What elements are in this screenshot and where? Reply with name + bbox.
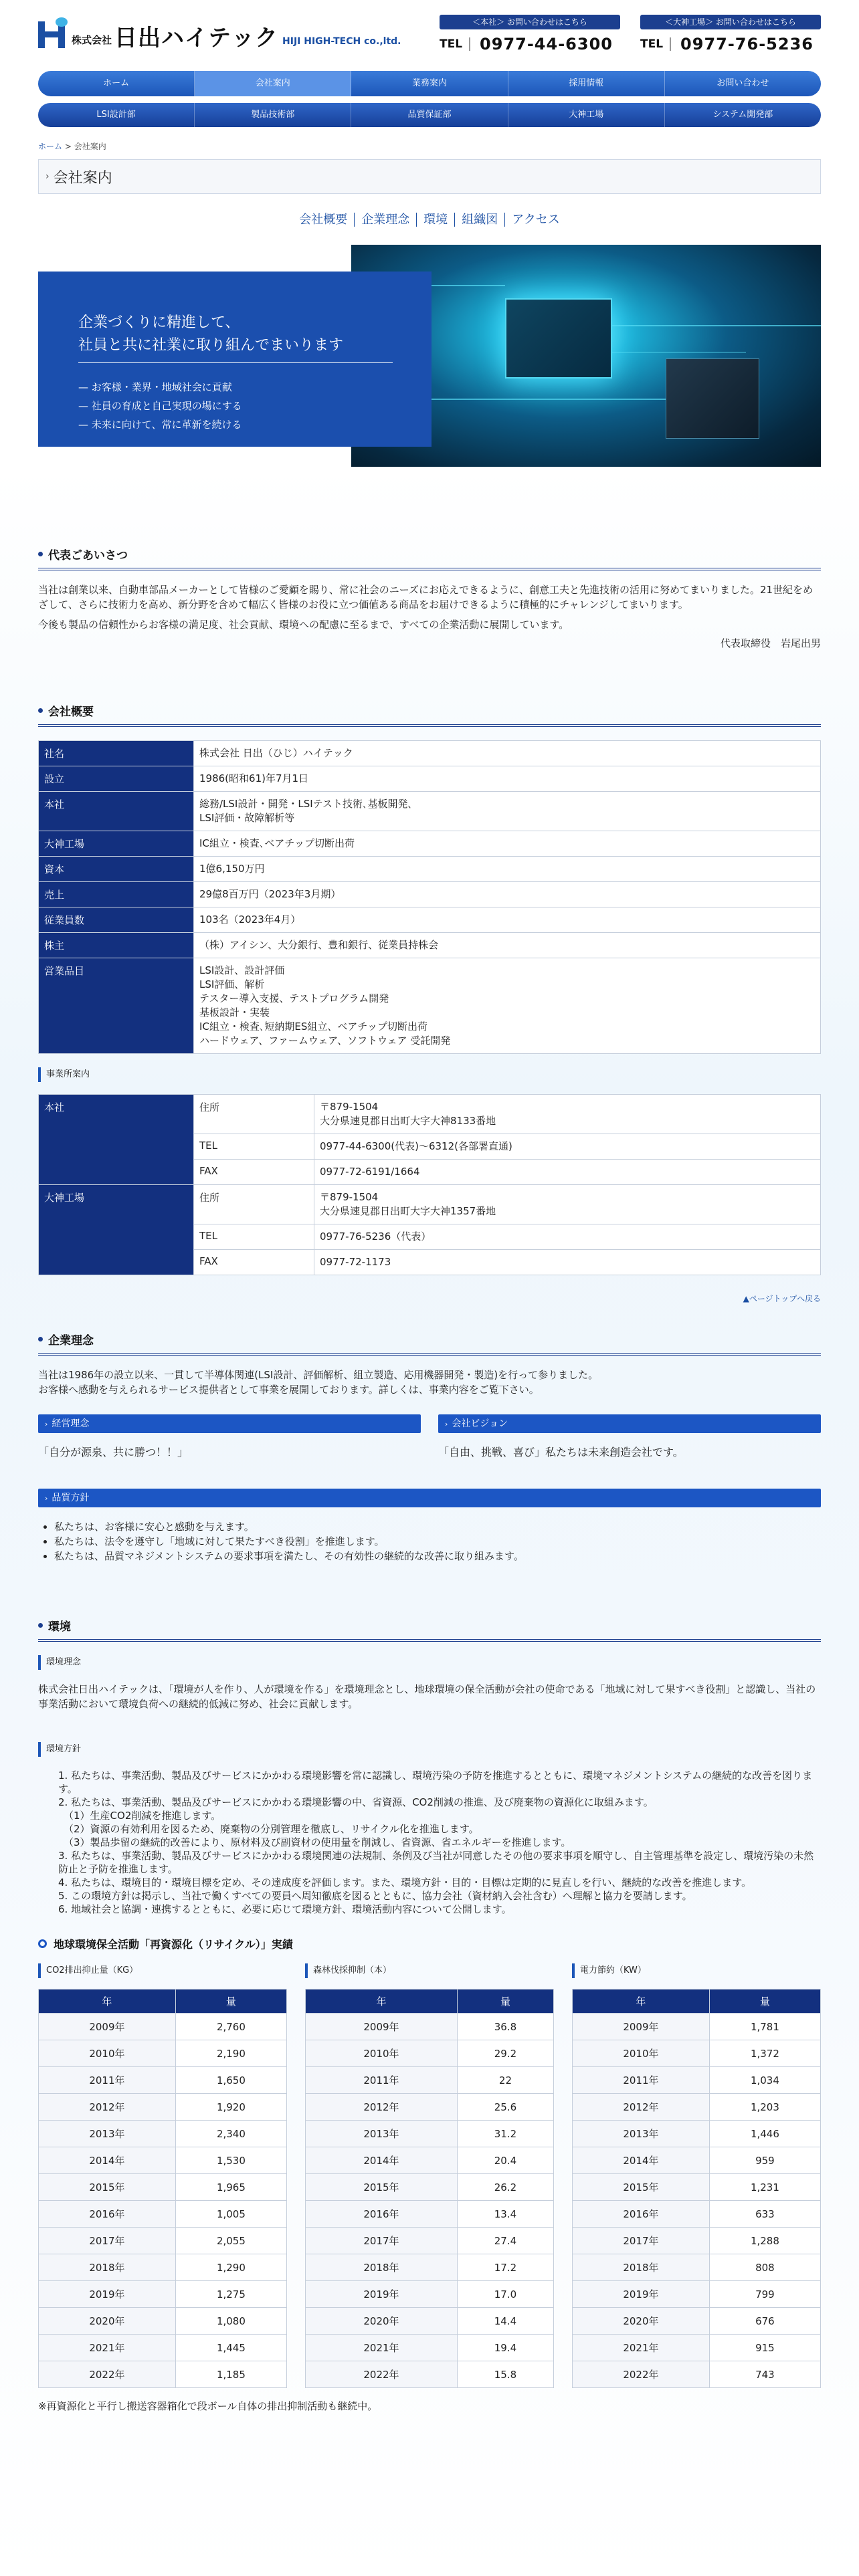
hero-item: — 未来に向けて、常に革新を続ける: [78, 419, 242, 431]
cell-amount: 1,920: [175, 2094, 286, 2121]
tel-label: TEL: [440, 37, 470, 51]
page: [38, 0, 821, 2413]
row-label: 営業品目: [39, 958, 194, 1054]
cell-year: 2014年: [306, 2147, 458, 2174]
row-label: 社名: [39, 741, 194, 766]
table-caption: 電力節約（KW）: [572, 1963, 821, 1978]
policy-item: （2）資源の有効利用を図るため、廃棄物の分別管理を徹底し、リサイクル化を推進します。: [64, 1823, 479, 1835]
policy-item: 6. 地域社会と協調・連携するとともに、必要に応じて環境方針、環境活動内容について公開します。: [58, 1903, 512, 1915]
cell-year: 2010年: [573, 2040, 710, 2067]
department-nav: [38, 103, 821, 127]
table-row: [39, 766, 821, 792]
cell-amount: 1,530: [175, 2147, 286, 2174]
hero: [38, 245, 821, 467]
table-row: [39, 2067, 287, 2094]
principle-text: 株式会社日出ハイテックは、「環境が人を作り、人が環境を作る」を環境理念とし、地球環境の保全活動が会社の使命である「地域に対して果すべき役割」と認識し、当社の事業活動において環境負荷への継続的低減に努め、社会に貢献します。: [38, 1683, 816, 1710]
chevron-right-icon: ›: [45, 1420, 48, 1428]
table-row: [39, 2094, 287, 2121]
office-name: 大神工場: [39, 1185, 194, 1275]
breadcrumb: [38, 140, 821, 151]
greeting-paragraph: 今後も製品の信頼性からお客様の満足度、社会貢献、環境への配慮に至るまで、すべての企業活動に展開しています。: [38, 619, 569, 631]
cell-amount: 27.4: [457, 2228, 553, 2254]
logo-name: 日出ハイテック: [114, 25, 279, 51]
cell-year: 2009年: [573, 2014, 710, 2040]
signature: 代表取締役 岩尾出男: [720, 637, 821, 649]
principle-caption: 環境理念: [38, 1655, 821, 1670]
row-value: 29億8百万円（2023年3月期）: [194, 882, 821, 907]
philosophy-section: [38, 1331, 821, 1564]
table-row: [306, 2067, 554, 2094]
cell-amount: 15.8: [457, 2361, 553, 2388]
contact-ogami: [640, 15, 821, 53]
table-row: [573, 2067, 821, 2094]
cell-amount: 1,005: [175, 2201, 286, 2228]
cell-amount: 17.0: [457, 2281, 553, 2308]
philosophy-paragraph: 当社は1986年の設立以来、一貫して半導体関連(LSI設計、評価解析、組立製造、応用機器開発・製造)を行って参りました。 お客様へ感動を与えられるサービス提供者として事業を展開しております。詳しくは、事業内容をご覧下さい。: [38, 1369, 599, 1396]
col-amount: 量: [175, 1990, 286, 2014]
cell-year: 2012年: [573, 2094, 710, 2121]
table-row: [39, 857, 821, 882]
cell-year: 2019年: [39, 2281, 176, 2308]
table-row: [39, 2040, 287, 2067]
cell-amount: 2,760: [175, 2014, 286, 2040]
section-heading: 代表ごあいさつ: [38, 546, 821, 570]
cell-year: 2016年: [39, 2201, 176, 2228]
office-field: FAX: [194, 1160, 314, 1185]
cell-year: 2015年: [39, 2174, 176, 2201]
row-value: 総務/LSI設計・開発・LSIテスト技術､基板開発､ LSI評価・故障解析等: [194, 792, 821, 831]
cell-amount: 2,340: [175, 2121, 286, 2147]
table-row: [573, 2040, 821, 2067]
table-row: [573, 2361, 821, 2388]
table-row: [573, 2254, 821, 2281]
section-heading: 環境: [38, 1617, 821, 1642]
col-year: 年: [306, 1990, 458, 2014]
table-row: [39, 958, 821, 1054]
table-row: [573, 2201, 821, 2228]
page-title: [38, 159, 821, 194]
site-header: [38, 0, 821, 64]
section-heading: 会社概要: [38, 702, 821, 727]
table-header-row: [573, 1990, 821, 2014]
office-value: 〒879-1504 大分県速見郡日出町大字大神1357番地: [314, 1185, 821, 1224]
recycle-note: ※再資源化と平行し搬送容器箱化で段ボール自体の排出抑制活動も継続中。: [38, 2400, 378, 2412]
row-label: 売上: [39, 882, 194, 907]
cell-year: 2017年: [573, 2228, 710, 2254]
row-value: 1億6,150万円: [194, 857, 821, 882]
quality-label: › 品質方針: [38, 1489, 821, 1507]
nav-system[interactable]: システム開発部: [712, 110, 773, 120]
table-row: [39, 2254, 287, 2281]
nav-product-tech[interactable]: 製品技術部: [195, 103, 351, 127]
table-row: [39, 2014, 287, 2040]
policy-item: 3. 私たちは、事業活動、製品及びサービスにかかわる環境関連の法規制、条例及び当社が同意したその他の要求事項を順守し、自主管理基準を設定し、環境汚染の未然防止と予防を推進します。: [58, 1850, 814, 1875]
cell-year: 2015年: [306, 2174, 458, 2201]
chip-graphic: [505, 298, 612, 379]
cell-year: 2010年: [306, 2040, 458, 2067]
chevron-right-icon: ›: [45, 1494, 48, 1503]
table-row: [39, 2281, 287, 2308]
cell-amount: 808: [709, 2254, 820, 2281]
contact-honsha-button[interactable]: ＜本社＞ お問い合わせはこちら: [440, 15, 620, 29]
to-top-link[interactable]: ▲ページトップへ戻る: [743, 1294, 821, 1303]
table-row: [39, 2174, 287, 2201]
cell-amount: 2,190: [175, 2040, 286, 2067]
nav-recruit[interactable]: 採用情報: [508, 71, 665, 96]
policy-caption: 環境方針: [38, 1742, 821, 1757]
table-row: [306, 2228, 554, 2254]
office-field: 住所: [194, 1185, 314, 1224]
chevron-right-icon: ›: [445, 1420, 448, 1428]
cell-amount: 1,185: [175, 2361, 286, 2388]
hero-message: [38, 272, 432, 447]
table-row: [306, 2254, 554, 2281]
cell-amount: 1,445: [175, 2335, 286, 2361]
cell-amount: 1,781: [709, 2014, 820, 2040]
table-row: [306, 2014, 554, 2040]
recycle-table-col: [305, 1963, 554, 2388]
environment-section: [38, 1617, 821, 2413]
table-row: [306, 2040, 554, 2067]
table-header-row: [39, 1990, 287, 2014]
cell-year: 2016年: [573, 2201, 710, 2228]
cell-year: 2009年: [306, 2014, 458, 2040]
office-caption: 事業所案内: [38, 1067, 821, 1082]
nav-contact[interactable]: お問い合わせ: [717, 78, 769, 88]
chevron-right-icon: ›: [45, 171, 50, 182]
overview-section: [38, 702, 821, 1304]
overview-table: [38, 740, 821, 1054]
vision-label: › 会社ビジョン: [438, 1414, 821, 1433]
hero-item: — お客様・業界・地域社会に貢献: [78, 381, 232, 393]
cell-amount: 1,650: [175, 2067, 286, 2094]
table-row: [306, 2121, 554, 2147]
col-amount: 量: [709, 1990, 820, 2014]
cell-amount: 1,203: [709, 2094, 820, 2121]
cell-year: 2013年: [573, 2121, 710, 2147]
bullet-icon: [38, 1623, 43, 1628]
policy-item: 1. 私たちは、事業活動、製品及びサービスにかかわる環境影響を常に認識し、環境汚染の予防を推進するとともに、環境マネジメントシステムの継続的な改善を図ります。: [58, 1769, 813, 1795]
table-row: [39, 2147, 287, 2174]
row-label: 設立: [39, 766, 194, 792]
policy-item: 4. 私たちは、環境目的・環境目標を定め、その達成度を評価します。また、環境方針・目的・目標は定期的に見直しを行い、継続的な改善を推進します。: [58, 1876, 752, 1889]
mgmt-text: 「自分が源泉、共に勝つ！！」: [38, 1446, 189, 1459]
row-value: 103名（2023年4月）: [194, 907, 821, 933]
nav-ogami[interactable]: 大神工場: [508, 103, 665, 127]
row-value: LSI設計、設計評価 LSI評価、解析 テスター導入支援、テストプログラム開発 基板設計・実装 IC組立・検査､短納期ES組立、ベアチップ切断出荷 ハードウェア、ファームウェア、ソフトウェア 受託開発: [194, 958, 821, 1054]
cell-year: 2022年: [306, 2361, 458, 2388]
hero-title-1: 企業づくりに精進して、: [78, 314, 240, 331]
subnav-access[interactable]: アクセス: [512, 213, 560, 227]
cell-amount: 1,372: [709, 2040, 820, 2067]
table-row: [39, 882, 821, 907]
office-field: TEL: [194, 1224, 314, 1250]
tel-ogami[interactable]: 0977-76-5236: [680, 35, 814, 53]
table-row: [39, 1185, 821, 1224]
table-row: [306, 2335, 554, 2361]
breadcrumb-separator: >: [62, 142, 74, 151]
office-table: [38, 1094, 821, 1275]
cell-year: 2011年: [306, 2067, 458, 2094]
cell-amount: 1,231: [709, 2174, 820, 2201]
cell-amount: 19.4: [457, 2335, 553, 2361]
cell-year: 2014年: [573, 2147, 710, 2174]
policy-item: （3）製品歩留の継続的改善により、原材料及び副資材の使用量を削減し、省資源、省エネルギーを推進します。: [64, 1836, 571, 1848]
subnav-org-chart[interactable]: 組織図: [455, 213, 505, 227]
cell-amount: 29.2: [457, 2040, 553, 2067]
row-value: 株式会社 日出（ひじ）ハイテック: [194, 741, 821, 766]
office-field: FAX: [194, 1250, 314, 1275]
table-row: [573, 2121, 821, 2147]
cell-amount: 1,965: [175, 2174, 286, 2201]
cell-year: 2017年: [306, 2228, 458, 2254]
greeting-section: [38, 546, 821, 650]
policy-item: 2. 私たちは、事業活動、製品及びサービスにかかわる環境影響の中、省資源、CO2削減の推進、及び廃棄物の資源化に取組みます。: [58, 1796, 654, 1808]
cell-year: 2015年: [573, 2174, 710, 2201]
cell-year: 2021年: [573, 2335, 710, 2361]
quality-list: [38, 1519, 821, 1564]
row-label: 株主: [39, 933, 194, 958]
cell-year: 2018年: [39, 2254, 176, 2281]
recycle-heading: 地球環境保全活動「再資源化（リサイクル）」実績: [38, 1936, 821, 1951]
office-field: TEL: [194, 1134, 314, 1160]
table-row: [39, 2361, 287, 2388]
section-heading: 企業理念: [38, 1331, 821, 1356]
table-row: [573, 2335, 821, 2361]
cell-amount: 633: [709, 2201, 820, 2228]
cell-amount: 743: [709, 2361, 820, 2388]
table-row: [573, 2281, 821, 2308]
table-row: [306, 2094, 554, 2121]
nav-quality[interactable]: 品質保証部: [351, 103, 508, 127]
cell-amount: 36.8: [457, 2014, 553, 2040]
office-value: 0977-44-6300(代表)〜6312(各部署直通): [314, 1134, 821, 1160]
office-value: 0977-72-6191/1664: [314, 1160, 821, 1185]
breadcrumb-home[interactable]: ホーム: [38, 142, 63, 151]
cell-year: 2009年: [39, 2014, 176, 2040]
hero-title-2: 社員と共に社業に取り組んでまいります: [78, 337, 344, 354]
greeting-paragraph: 当社は創業以来、自動車部品メーカーとして皆様のご愛顧を賜り、常に社会のニーズにお応えできるように、創意工夫と先進技術の活用に努めてまいりました。21世紀をめざして、さらに技術力を高め、新分野を含めて幅広く皆様のお役に立つ価値ある商品をお届けできるように積極的にチャレンジしてまいります。: [38, 584, 814, 611]
table-row: [39, 2308, 287, 2335]
bullet-icon: [38, 1337, 43, 1341]
policy-list: [38, 1769, 821, 1916]
row-label: 本社: [39, 792, 194, 831]
tel-honsha[interactable]: 0977-44-6300: [480, 35, 613, 53]
table-row: [39, 2201, 287, 2228]
row-value: 1986(昭和61)年7月1日: [194, 766, 821, 792]
cell-amount: 1,290: [175, 2254, 286, 2281]
row-value: IC組立・検査､ベアチップ切断出荷: [194, 831, 821, 857]
bullet-icon: [38, 708, 43, 713]
tel-label: TEL: [640, 37, 671, 51]
table-row: [306, 2174, 554, 2201]
cell-amount: 13.4: [457, 2201, 553, 2228]
cell-amount: 17.2: [457, 2254, 553, 2281]
row-label: 従業員数: [39, 907, 194, 933]
cell-year: 2012年: [306, 2094, 458, 2121]
cell-amount: 1,275: [175, 2281, 286, 2308]
cell-year: 2011年: [573, 2067, 710, 2094]
cell-amount: 799: [709, 2281, 820, 2308]
mgmt-label: › 経営理念: [38, 1414, 421, 1433]
office-field: 住所: [194, 1095, 314, 1134]
table-row: [306, 2308, 554, 2335]
subnav-environment[interactable]: 環境: [417, 213, 455, 227]
office-value: 0977-72-1173: [314, 1250, 821, 1275]
subnav-philosophy[interactable]: 企業理念: [355, 213, 417, 227]
row-label: 資本: [39, 857, 194, 882]
nav-home[interactable]: ホーム: [38, 71, 195, 96]
table-row: [39, 831, 821, 857]
cell-year: 2021年: [306, 2335, 458, 2361]
cell-year: 2013年: [39, 2121, 176, 2147]
recycle-table: [38, 1989, 287, 2388]
list-item: • 私たちは、お客様に安心と感動を与えます。: [54, 1519, 821, 1534]
cell-year: 2018年: [573, 2254, 710, 2281]
table-caption: 森林伐採抑制（本）: [305, 1963, 554, 1978]
cell-year: 2022年: [573, 2361, 710, 2388]
recycle-table-col: [572, 1963, 821, 2388]
table-row: [573, 2147, 821, 2174]
row-label: 大神工場: [39, 831, 194, 857]
list-item: • 私たちは、法令を遵守し「地域に対して果たすべき役割」を推進します。: [54, 1534, 821, 1549]
cell-amount: 14.4: [457, 2308, 553, 2335]
cell-year: 2012年: [39, 2094, 176, 2121]
cell-year: 2017年: [39, 2228, 176, 2254]
chip-graphic: [666, 358, 759, 439]
cell-year: 2020年: [573, 2308, 710, 2335]
table-row: [306, 2147, 554, 2174]
page-title-text: 会社案内: [53, 169, 112, 187]
contact-ogami-button[interactable]: ＜大神工場＞ お問い合わせはこちら: [640, 15, 821, 29]
cell-amount: 26.2: [457, 2174, 553, 2201]
table-row: [39, 2335, 287, 2361]
cell-amount: 25.6: [457, 2094, 553, 2121]
nav-company[interactable]: 会社案内: [195, 71, 351, 96]
cell-amount: 31.2: [457, 2121, 553, 2147]
table-row: [39, 1095, 821, 1134]
cell-amount: 959: [709, 2147, 820, 2174]
logo-kaisha: 株式会社: [72, 34, 112, 46]
policy-item: （1）生産CO2削減を推進します。: [64, 1810, 221, 1822]
nav-business[interactable]: 業務案内: [351, 71, 508, 96]
table-row: [39, 907, 821, 933]
recycle-table: [572, 1989, 821, 2388]
cell-year: 2016年: [306, 2201, 458, 2228]
table-header-row: [306, 1990, 554, 2014]
table-row: [306, 2361, 554, 2388]
table-row: [573, 2174, 821, 2201]
subnav-overview[interactable]: 会社概要: [292, 213, 355, 227]
vision-text: 「自由、挑戦、喜び」私たちは未来創造会社です。: [438, 1446, 684, 1459]
cell-year: 2019年: [573, 2281, 710, 2308]
cell-amount: 20.4: [457, 2147, 553, 2174]
recycle-table-col: [38, 1963, 287, 2388]
cell-amount: 676: [709, 2308, 820, 2335]
cell-amount: 1,288: [709, 2228, 820, 2254]
recycle-tables: [38, 1963, 821, 2388]
sub-nav: [38, 210, 821, 226]
table-row: [573, 2308, 821, 2335]
office-value: 0977-76-5236（代表）: [314, 1224, 821, 1250]
row-value: （株）アイシン、大分銀行、豊和銀行、従業員持株会: [194, 933, 821, 958]
hero-item: — 社員の育成と自己実現の場にする: [78, 400, 242, 412]
breadcrumb-current: 会社案内: [74, 142, 106, 151]
site-logo[interactable]: [38, 17, 401, 49]
cell-year: 2018年: [306, 2254, 458, 2281]
cell-year: 2011年: [39, 2067, 176, 2094]
table-row: [39, 2228, 287, 2254]
table-row: [306, 2281, 554, 2308]
table-row: [39, 2121, 287, 2147]
cell-year: 2014年: [39, 2147, 176, 2174]
table-row: [573, 2014, 821, 2040]
cell-amount: 2,055: [175, 2228, 286, 2254]
policy-item: 5. この環境方針は掲示し、当社で働くすべての要員へ周知徹底を図るとともに、協力会社（資材納入会社含む）へ理解と協力を要請します。: [58, 1890, 692, 1902]
contact-honsha: [440, 15, 620, 53]
nav-lsi[interactable]: LSI設計部: [38, 103, 195, 127]
cell-year: 2020年: [39, 2308, 176, 2335]
cell-year: 2013年: [306, 2121, 458, 2147]
recycle-table: [305, 1989, 554, 2388]
col-year: 年: [573, 1990, 710, 2014]
cell-amount: 22: [457, 2067, 553, 2094]
logo-mark-icon: [38, 17, 69, 49]
cell-amount: 1,446: [709, 2121, 820, 2147]
office-name: 本社: [39, 1095, 194, 1185]
cell-year: 2019年: [306, 2281, 458, 2308]
cell-amount: 1,080: [175, 2308, 286, 2335]
col-year: 年: [39, 1990, 176, 2014]
office-value: 〒879-1504 大分県速見郡日出町大字大神8133番地: [314, 1095, 821, 1134]
cell-amount: 915: [709, 2335, 820, 2361]
table-row: [573, 2228, 821, 2254]
table-caption: CO2排出抑止量（KG）: [38, 1963, 287, 1978]
table-row: [306, 2201, 554, 2228]
bullet-icon: [38, 552, 43, 556]
cell-year: 2020年: [306, 2308, 458, 2335]
cell-year: 2022年: [39, 2361, 176, 2388]
cell-year: 2021年: [39, 2335, 176, 2361]
table-row: [39, 933, 821, 958]
main-nav: [38, 71, 821, 96]
list-item: • 私たちは、品質マネジメントシステムの要求事項を満たし、その有効性の継続的な改善に取り組みます。: [54, 1549, 821, 1564]
cell-year: 2010年: [39, 2040, 176, 2067]
table-row: [573, 2094, 821, 2121]
ring-icon: [38, 1939, 47, 1948]
table-row: [39, 792, 821, 831]
col-amount: 量: [457, 1990, 553, 2014]
logo-en: HIJI HIGH-TECH co.,ltd.: [282, 36, 401, 47]
cell-amount: 1,034: [709, 2067, 820, 2094]
table-row: [39, 741, 821, 766]
